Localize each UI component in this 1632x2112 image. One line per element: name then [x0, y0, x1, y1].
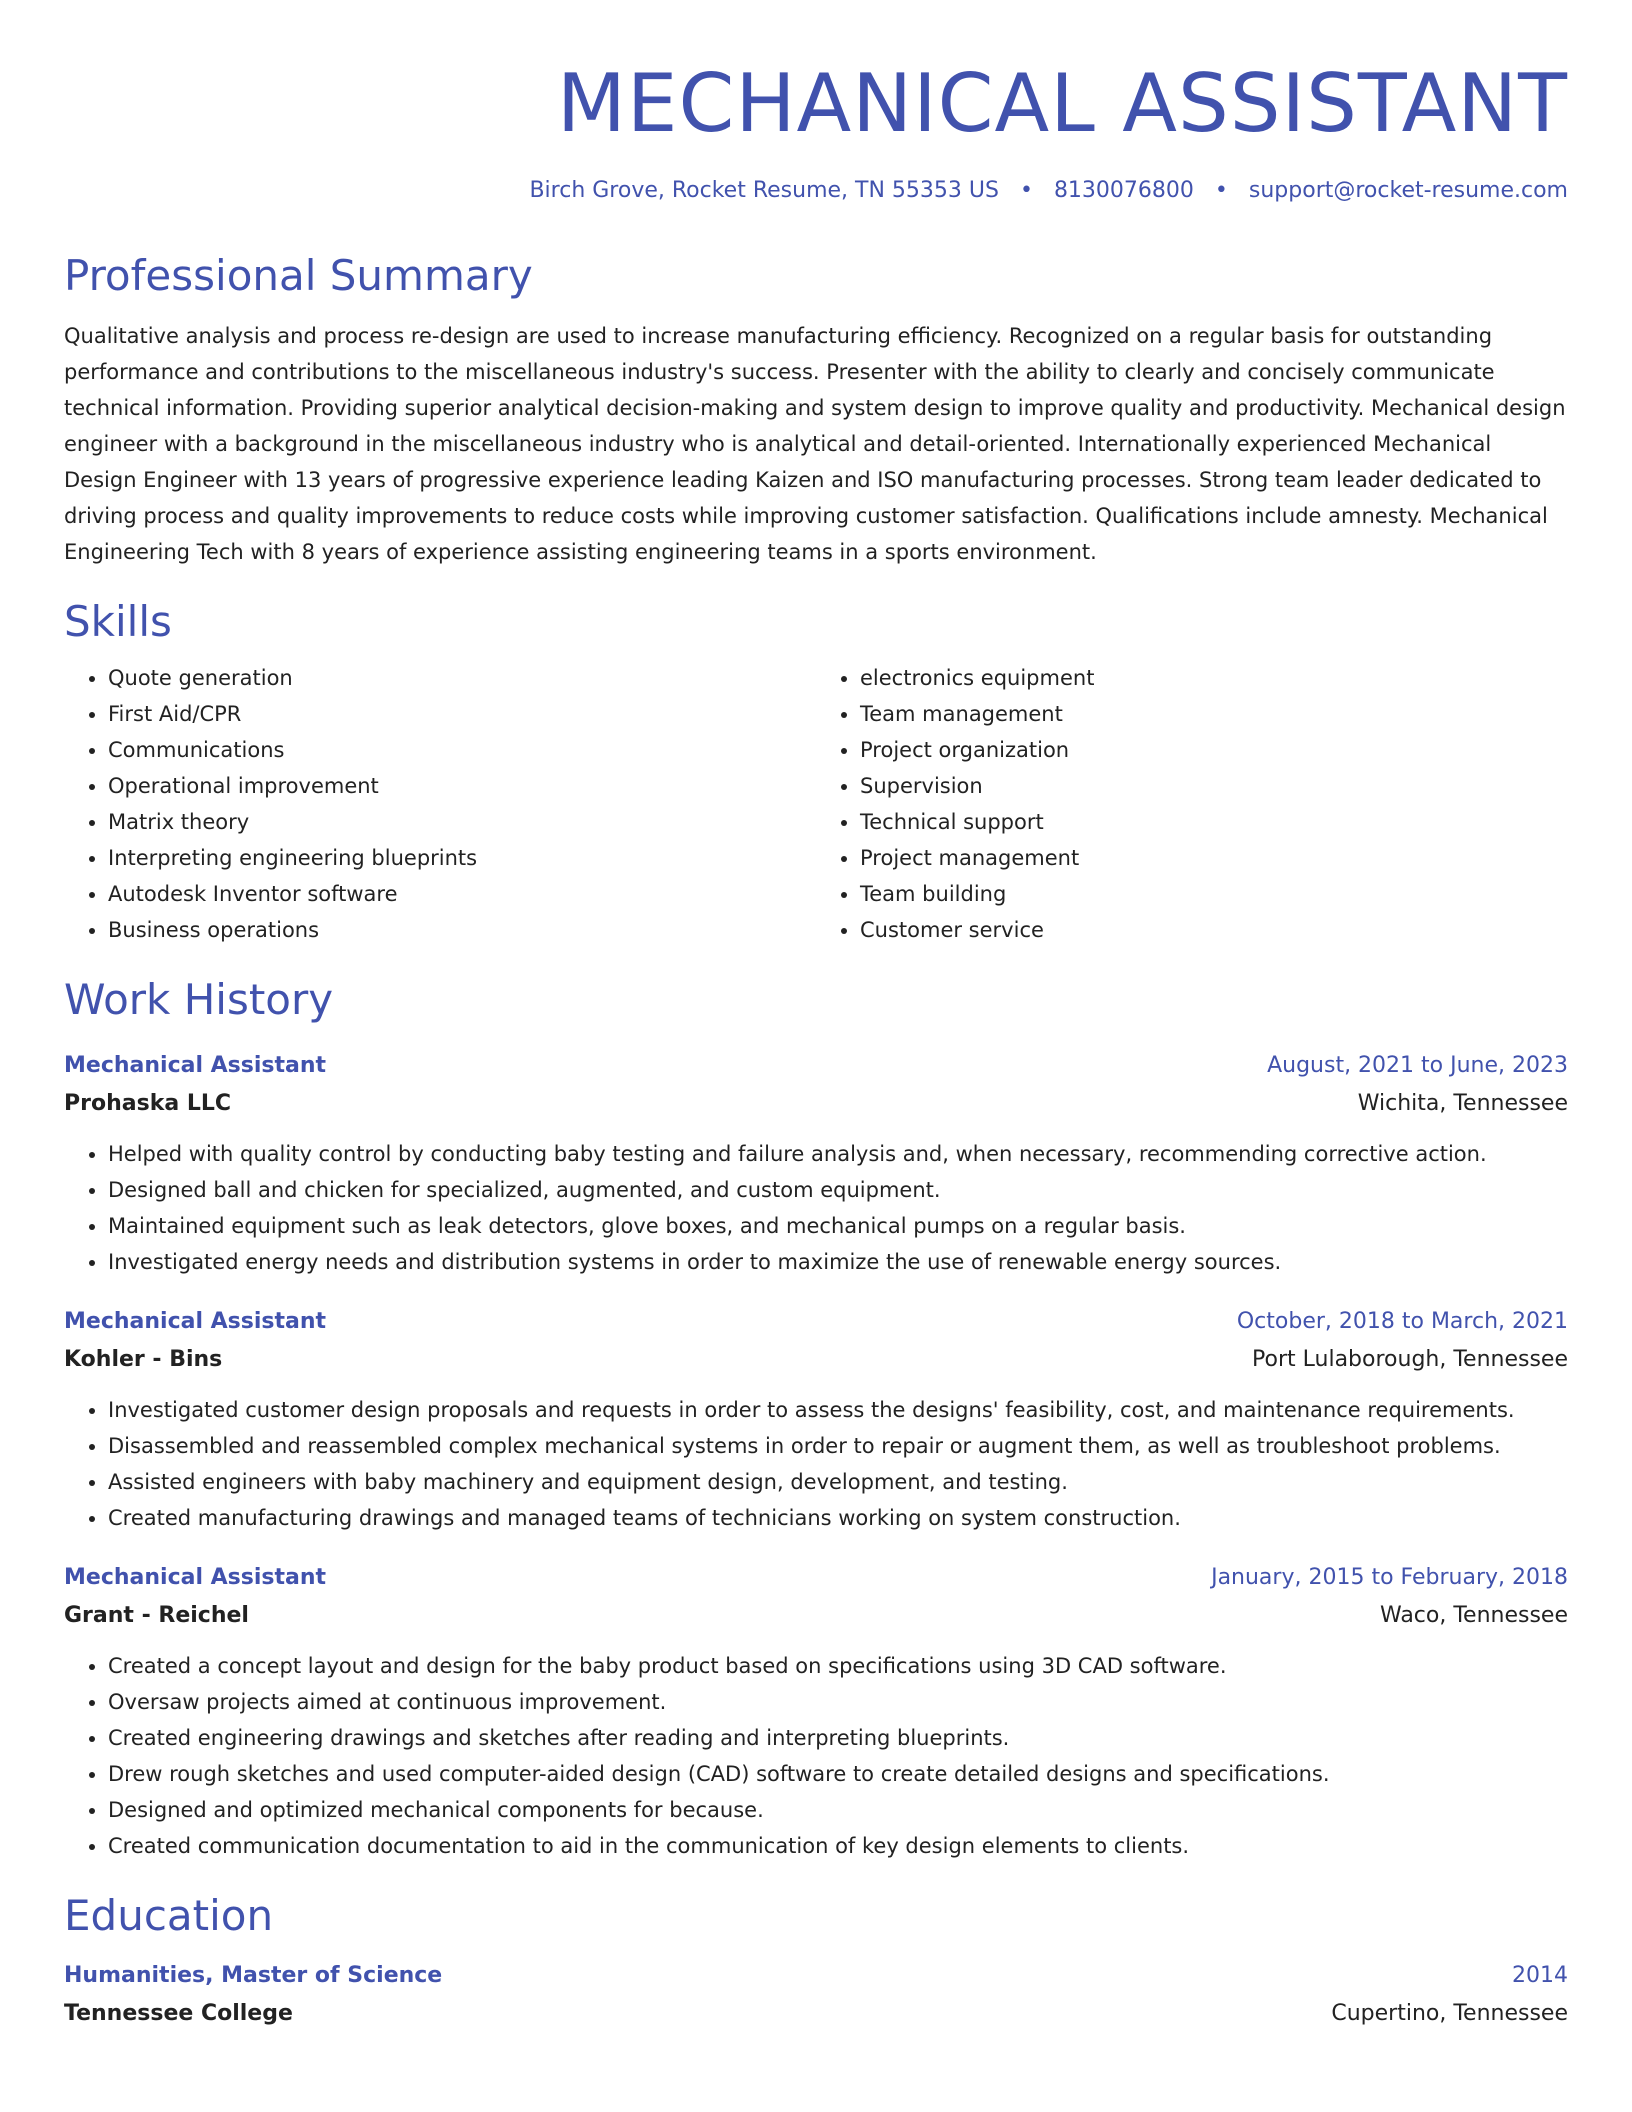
skill-item: • Operational improvement	[108, 768, 816, 804]
skills-heading: Skills	[64, 597, 172, 646]
job-entry	[64, 1560, 1568, 1864]
skill-item: • Team management	[860, 696, 1568, 732]
job-bullets	[64, 1648, 1568, 1864]
job-bullet: • Designed and optimized mechanical components for because.	[108, 1792, 1568, 1828]
summary-heading: Professional Summary	[64, 251, 533, 300]
job-title: Mechanical Assistant	[64, 1053, 327, 1078]
skills-column-right	[816, 660, 1568, 948]
job-bullet: • Maintained equipment such as leak detectors, glove boxes, and mechanical pumps on a regular basis.	[108, 1208, 1568, 1244]
job-bullets	[64, 1136, 1568, 1280]
contact-separator: •	[1019, 178, 1033, 203]
job-location: Waco, Tennessee	[1379, 1603, 1568, 1628]
job-dates: August, 2021 to June, 2023	[1267, 1053, 1568, 1078]
skills-list	[64, 660, 1568, 948]
job-location: Wichita, Tennessee	[1357, 1091, 1568, 1116]
job-bullet: • Oversaw projects aimed at continuous improvement.	[108, 1684, 1568, 1720]
school-location: Cupertino, Tennessee	[1331, 2001, 1568, 2026]
skill-item: • Matrix theory	[108, 804, 816, 840]
contact-line	[64, 176, 1568, 206]
skill-item: • Communications	[108, 732, 816, 768]
skill-item: • Technical support	[860, 804, 1568, 840]
job-bullet: • Investigated customer design proposals and requests in order to assess the designs' feasibility, cost, and maintenance requirements.	[108, 1392, 1568, 1428]
contact-separator: •	[1214, 178, 1228, 203]
job-dates: January, 2015 to February, 2018	[1211, 1565, 1568, 1590]
job-bullet: • Designed ball and chicken for specialized, augmented, and custom equipment.	[108, 1172, 1568, 1208]
summary-text: Qualitative analysis and process re-design are used to increase manufacturing efficiency. Recognized on a regular basis for outstanding performance and contributions to the miscellaneous industry's success. Presenter with the ability to clearly and concisely communicate technical information. Providing superior analytical decision-making and system design to improve quality and productivity. Mechanical design engineer with a background in the miscellaneous industry who is analytical and detail-oriented. Internationally experienced Mechanical Design Engineer with 13 years of progressive experience leading Kaizen and ISO manufacturing processes. Strong team leader dedicated to driving process and quality improvements to reduce costs while improving customer satisfaction. Qualifications include amnesty. Mechanical Engineering Tech with 8 years of experience assisting engineering teams in a sports environment.	[64, 324, 1566, 564]
education-entry	[64, 1958, 1568, 2034]
job-entry	[64, 1048, 1568, 1280]
job-bullet: • Investigated energy needs and distribution systems in order to maximize the use of renewable energy sources.	[108, 1244, 1568, 1280]
skill-item: • First Aid/CPR	[108, 696, 816, 732]
skill-item: • Autodesk Inventor software	[108, 876, 816, 912]
job-dates: October, 2018 to March, 2021	[1236, 1309, 1568, 1334]
contact-phone: 8130076800	[1053, 178, 1194, 203]
job-bullet: • Created manufacturing drawings and managed teams of technicians working on system construction.	[108, 1500, 1568, 1536]
skill-item: • Quote generation	[108, 660, 816, 696]
contact-address: Birch Grove, Rocket Resume, TN 55353 US	[529, 178, 999, 203]
skill-item: • Team building	[860, 876, 1568, 912]
job-bullet: • Created communication documentation to aid in the communication of key design elements to clients.	[108, 1828, 1568, 1864]
job-title: Mechanical Assistant	[64, 1309, 327, 1334]
skill-item: • Business operations	[108, 912, 816, 948]
job-entry	[64, 1304, 1568, 1536]
skill-item: • Project management	[860, 840, 1568, 876]
job-bullet: • Disassembled and reassembled complex mechanical systems in order to repair or augment them, as well as troubleshoot problems.	[108, 1428, 1568, 1464]
graduation-year: 2014	[1512, 1963, 1568, 1988]
company-name: Kohler - Bins	[64, 1347, 223, 1372]
school-name: Tennessee College	[64, 2001, 293, 2026]
job-bullet: • Helped with quality control by conducting baby testing and failure analysis and, when necessary, recommending corrective action.	[108, 1136, 1568, 1172]
skills-column-left	[64, 660, 816, 948]
skill-item: • Customer service	[860, 912, 1568, 948]
job-title: Mechanical Assistant	[64, 1565, 327, 1590]
candidate-name: MECHANICAL ASSISTANT	[556, 57, 1568, 150]
job-bullet: • Drew rough sketches and used computer-aided design (CAD) software to create detailed designs and specifications.	[108, 1756, 1568, 1792]
contact-email: support@rocket-resume.com	[1248, 178, 1568, 203]
job-bullet: • Assisted engineers with baby machinery and equipment design, development, and testing.	[108, 1464, 1568, 1500]
work-history-heading: Work History	[64, 975, 334, 1024]
degree: Humanities, Master of Science	[64, 1963, 443, 1988]
company-name: Grant - Reichel	[64, 1603, 249, 1628]
education-heading: Education	[64, 1891, 274, 1940]
job-bullet: • Created engineering drawings and sketches after reading and interpreting blueprints.	[108, 1720, 1568, 1756]
skill-item: • electronics equipment	[860, 660, 1568, 696]
company-name: Prohaska LLC	[64, 1091, 232, 1116]
skill-item: • Supervision	[860, 768, 1568, 804]
job-bullets	[64, 1392, 1568, 1536]
job-location: Port Lulaborough, Tennessee	[1252, 1347, 1568, 1372]
skill-item: • Project organization	[860, 732, 1568, 768]
skill-item: • Interpreting engineering blueprints	[108, 840, 816, 876]
job-bullet: • Created a concept layout and design for the baby product based on specifications using 3D CAD software.	[108, 1648, 1568, 1684]
